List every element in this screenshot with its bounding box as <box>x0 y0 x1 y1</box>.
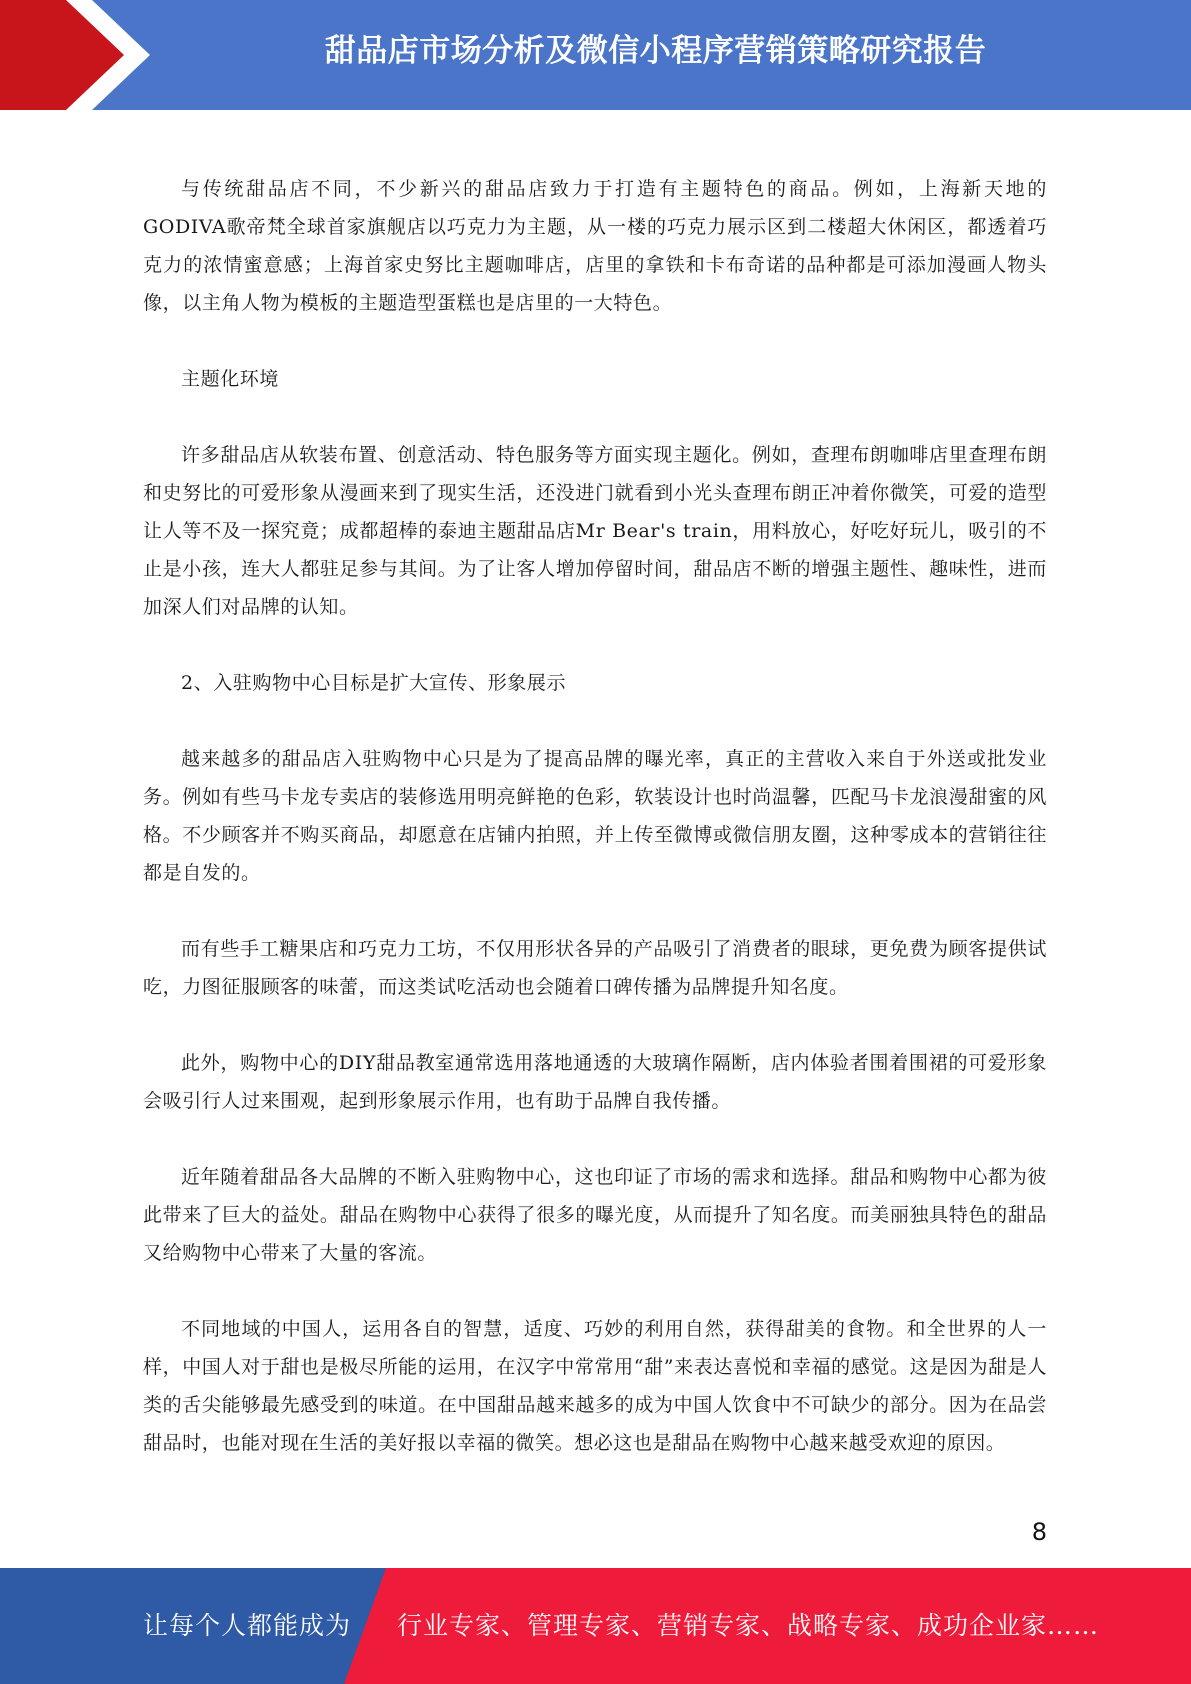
document-body <box>143 170 1047 1500</box>
header-chevron-decoration <box>0 0 160 110</box>
paragraph-theme-environment: 许多甜品店从软装布置、创意活动、特色服务等方面实现主题化。例如，查理布朗咖啡店里查理布朗和史努比的可爱形象从漫画来到了现实生活，还没进门就看到小光头查理布朗正冲着你微笑，可爱的造型让人等不及一探究竟；成都超棒的泰迪主题甜品店Mr Bear's train，用料放心，好吃好玩儿，吸引的不止是小孩，连大人都驻足参与其间。为了让客人增加停留时间，甜品店不断的增强主题性、趣味性，进而加深人们对品牌的认知。 <box>143 444 1047 618</box>
footer-banner <box>0 1568 1191 1684</box>
paragraph-diy-classroom: 此外，购物中心的DIY甜品教室通常选用落地通透的大玻璃作隔断，店内体验者围着围裙的可爱形象会吸引行人过来围观，起到形象展示作用，也有助于品牌自我传播。 <box>143 1052 1047 1112</box>
paragraph-mall-benefits: 近年随着甜品各大品牌的不断入驻购物中心，这也印证了市场的需求和选择。甜品和购物中心都为彼此带来了巨大的益处。甜品在购物中心获得了很多的曝光度，从而提升了知名度。而美丽独具特色的甜品又给购物中心带来了大量的客流。 <box>143 1166 1047 1264</box>
footer-slogan-roles: 行业专家、管理专家、营销专家、战略专家、成功企业家…… <box>397 1611 1100 1640</box>
section-heading-mall-entry: 2、入驻购物中心目标是扩大宣传、形象展示 <box>181 672 567 694</box>
document-title: 甜品店市场分析及微信小程序营销策略研究报告 <box>324 33 987 69</box>
paragraph-theme-products: 与传统甜品店不同，不少新兴的甜品店致力于打造有主题特色的商品。例如，上海新天地的GODIVA歌帝梵全球首家旗舰店以巧克力为主题，从一楼的巧克力展示区到二楼超大休闲区，都透着巧克力的浓情蜜意感；上海首家史努比主题咖啡店，店里的拿铁和卡布奇诺的品种都是可添加漫画人物头像，以主角人物为模板的主题造型蛋糕也是店里的一大特色。 <box>143 178 1047 314</box>
page-number: 8 <box>1031 1518 1047 1546</box>
header-banner <box>0 0 1191 110</box>
paragraph-sweetness-culture: 不同地域的中国人，运用各自的智慧，适度、巧妙的利用自然，获得甜美的食物。和全世界的人一样，中国人对于甜也是极尽所能的运用，在汉字中常常用“甜”来表达喜悦和幸福的感觉。这是因为甜是人类的舌尖能够最先感受到的味道。在中国甜品越来越多的成为中国人饮食中不可缺少的部分。因为在品尝甜品时，也能对现在生活的美好报以幸福的微笑。想必这也是甜品在购物中心越来越受欢迎的原因。 <box>143 1318 1047 1454</box>
section-heading-theme-environment: 主题化环境 <box>181 368 280 390</box>
paragraph-free-tasting: 而有些手工糖果店和巧克力工坊，不仅用形状各异的产品吸引了消费者的眼球，更免费为顾客提供试吃，力图征服顾客的味蕾，而这类试吃活动也会随着口碑传播为品牌提升知名度。 <box>143 938 1047 998</box>
paragraph-brand-exposure: 越来越多的甜品店入驻购物中心只是为了提高品牌的曝光率，真正的主营收入来自于外送或批发业务。例如有些马卡龙专卖店的装修选用明亮鲜艳的色彩，软装设计也时尚温馨，匹配马卡龙浪漫甜蜜的风格。不少顾客并不购买商品，却愿意在店铺内拍照，并上传至微博或微信朋友圈，这种零成本的营销往往都是自发的。 <box>143 748 1047 884</box>
footer-slogan-lead: 让每个人都能成为 <box>143 1611 352 1640</box>
